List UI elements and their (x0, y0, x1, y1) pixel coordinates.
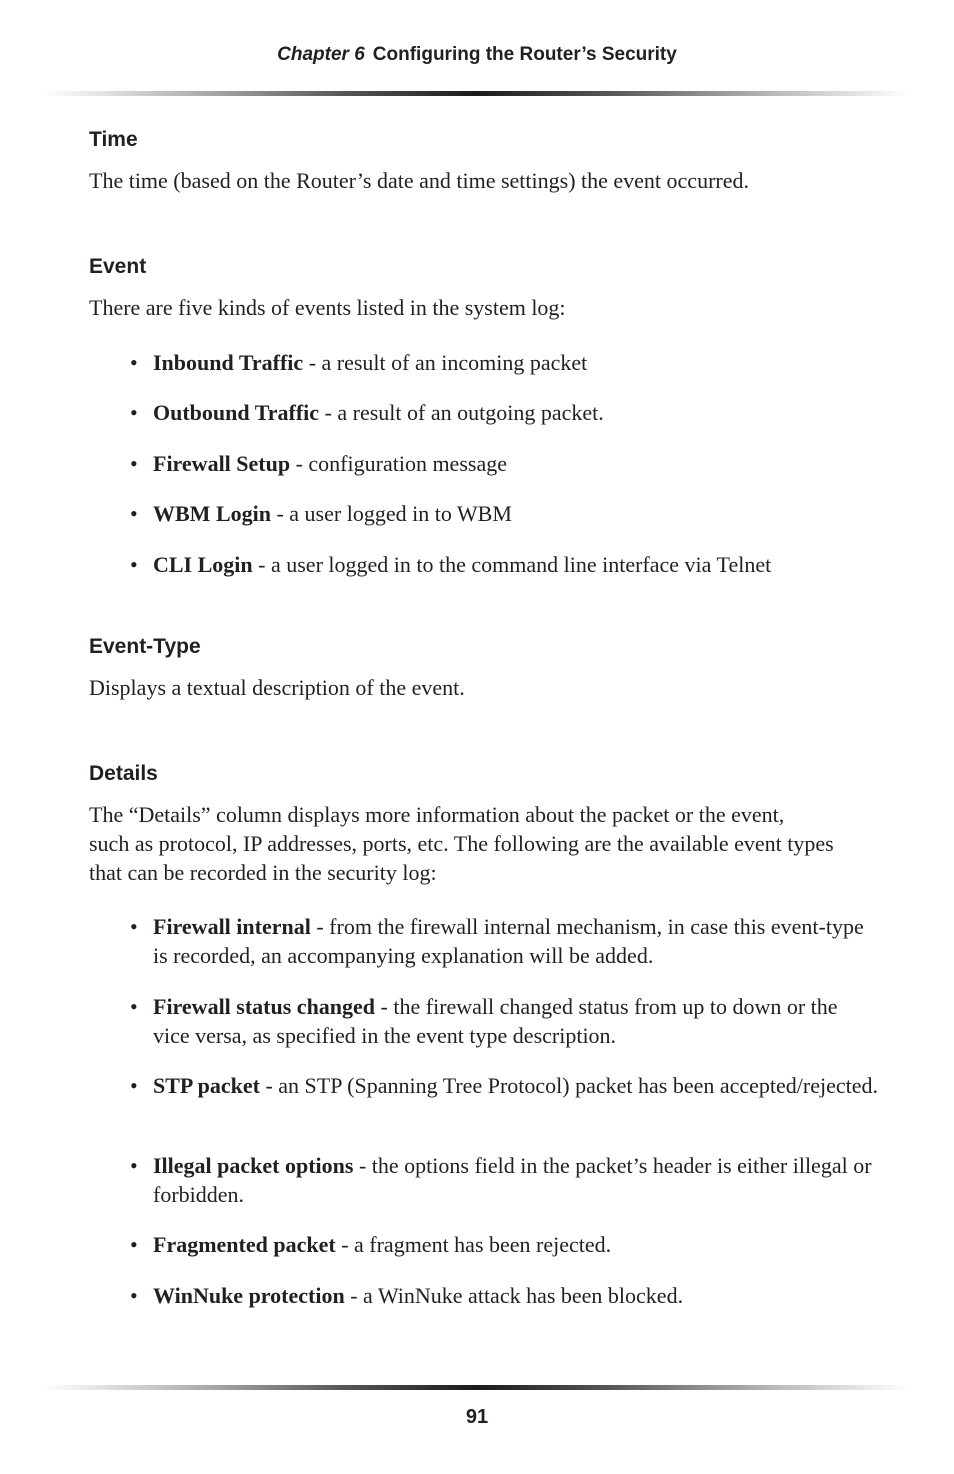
time-heading: Time (89, 128, 138, 151)
item-term: STP packet (153, 1073, 260, 1098)
list-item: • WBM Login - a user logged in to WBM (130, 501, 512, 526)
item-desc: - the firewall changed status from up to down or the vice versa, as specified in the event type description. (153, 994, 838, 1048)
item-desc: - the options field in the packet’s header is either illegal or forbidden. (153, 1153, 872, 1207)
section-details (89, 762, 879, 1308)
chapter-title: Configuring the Router’s Security (372, 44, 677, 65)
item-desc: - a WinNuke attack has been blocked. (344, 1283, 684, 1308)
item-term: Inbound Traffic (153, 350, 304, 375)
list-item: • Firewall Setup - configuration message (130, 451, 507, 476)
item-desc: - a result of an outgoing packet. (319, 400, 604, 425)
item-desc: - a result of an incoming packet (303, 350, 588, 375)
running-header (0, 44, 954, 66)
list-item: • Outbound Traffic - a result of an outgoing packet. (130, 400, 604, 425)
details-heading: Details (89, 762, 158, 785)
list-item: • Illegal packet options - the options field in the packet’s header is either illegal or forbidden. (130, 1153, 872, 1207)
event-heading: Event (89, 255, 147, 278)
item-desc: - a user logged in to the command line interface via Telnet (252, 552, 772, 577)
item-term: Illegal packet options (153, 1153, 354, 1178)
item-term: Firewall internal (153, 914, 311, 939)
item-term: Fragmented packet (153, 1232, 336, 1257)
section-event-type (89, 635, 879, 702)
item-desc: - a user logged in to WBM (270, 501, 512, 526)
time-body: The time (based on the Router’s date and time settings) the event occurred. (89, 168, 749, 193)
details-intro-line: that can be recorded in the security log: (89, 860, 437, 885)
item-desc: - configuration message (290, 451, 507, 476)
item-desc: - from the firewall internal mechanism, in case this event-type is recorded, an accompanying explanation will be added. (153, 914, 864, 968)
header-divider (44, 91, 910, 96)
section-event (89, 255, 879, 577)
list-item: • Firewall status changed - the firewall changed status from up to down or the vice versa, as specified in the event type description. (130, 994, 838, 1048)
item-term: WinNuke protection (153, 1283, 345, 1308)
list-item: • STP packet - an STP (Spanning Tree Protocol) packet has been accepted/rejected. (130, 1073, 879, 1098)
page-number: 91 (465, 1406, 489, 1428)
list-item: • Firewall internal - from the firewall internal mechanism, in case this event-type is recorded, an accompanying explanation will be added. (130, 914, 864, 968)
footer-divider (44, 1385, 910, 1390)
details-intro-line: such as protocol, IP addresses, ports, etc. The following are the available event types (89, 831, 834, 856)
event-type-body: Displays a textual description of the event. (89, 675, 465, 700)
section-time (89, 128, 879, 195)
details-intro-line: The “Details” column displays more information about the packet or the event, (89, 802, 785, 827)
item-term: Firewall Setup (153, 451, 291, 476)
item-term: WBM Login (153, 501, 271, 526)
item-term: CLI Login (153, 552, 253, 577)
item-term: Outbound Traffic (153, 400, 320, 425)
list-item: • Inbound Traffic - a result of an incoming packet (130, 350, 588, 375)
event-type-heading: Event-Type (89, 635, 201, 658)
event-intro: There are five kinds of events listed in the system log: (89, 295, 566, 320)
list-item: • Fragmented packet - a fragment has been rejected. (130, 1232, 612, 1257)
list-item: • WinNuke protection - a WinNuke attack has been blocked. (130, 1283, 684, 1308)
item-desc: - a fragment has been rejected. (335, 1232, 612, 1257)
item-term: Firewall status changed (153, 994, 376, 1019)
details-intro (89, 800, 879, 887)
item-desc: - an STP (Spanning Tree Protocol) packet has been accepted/rejected. (259, 1073, 879, 1098)
chapter-label: Chapter 6 (277, 44, 365, 65)
list-item: • CLI Login - a user logged in to the command line interface via Telnet (130, 552, 772, 577)
